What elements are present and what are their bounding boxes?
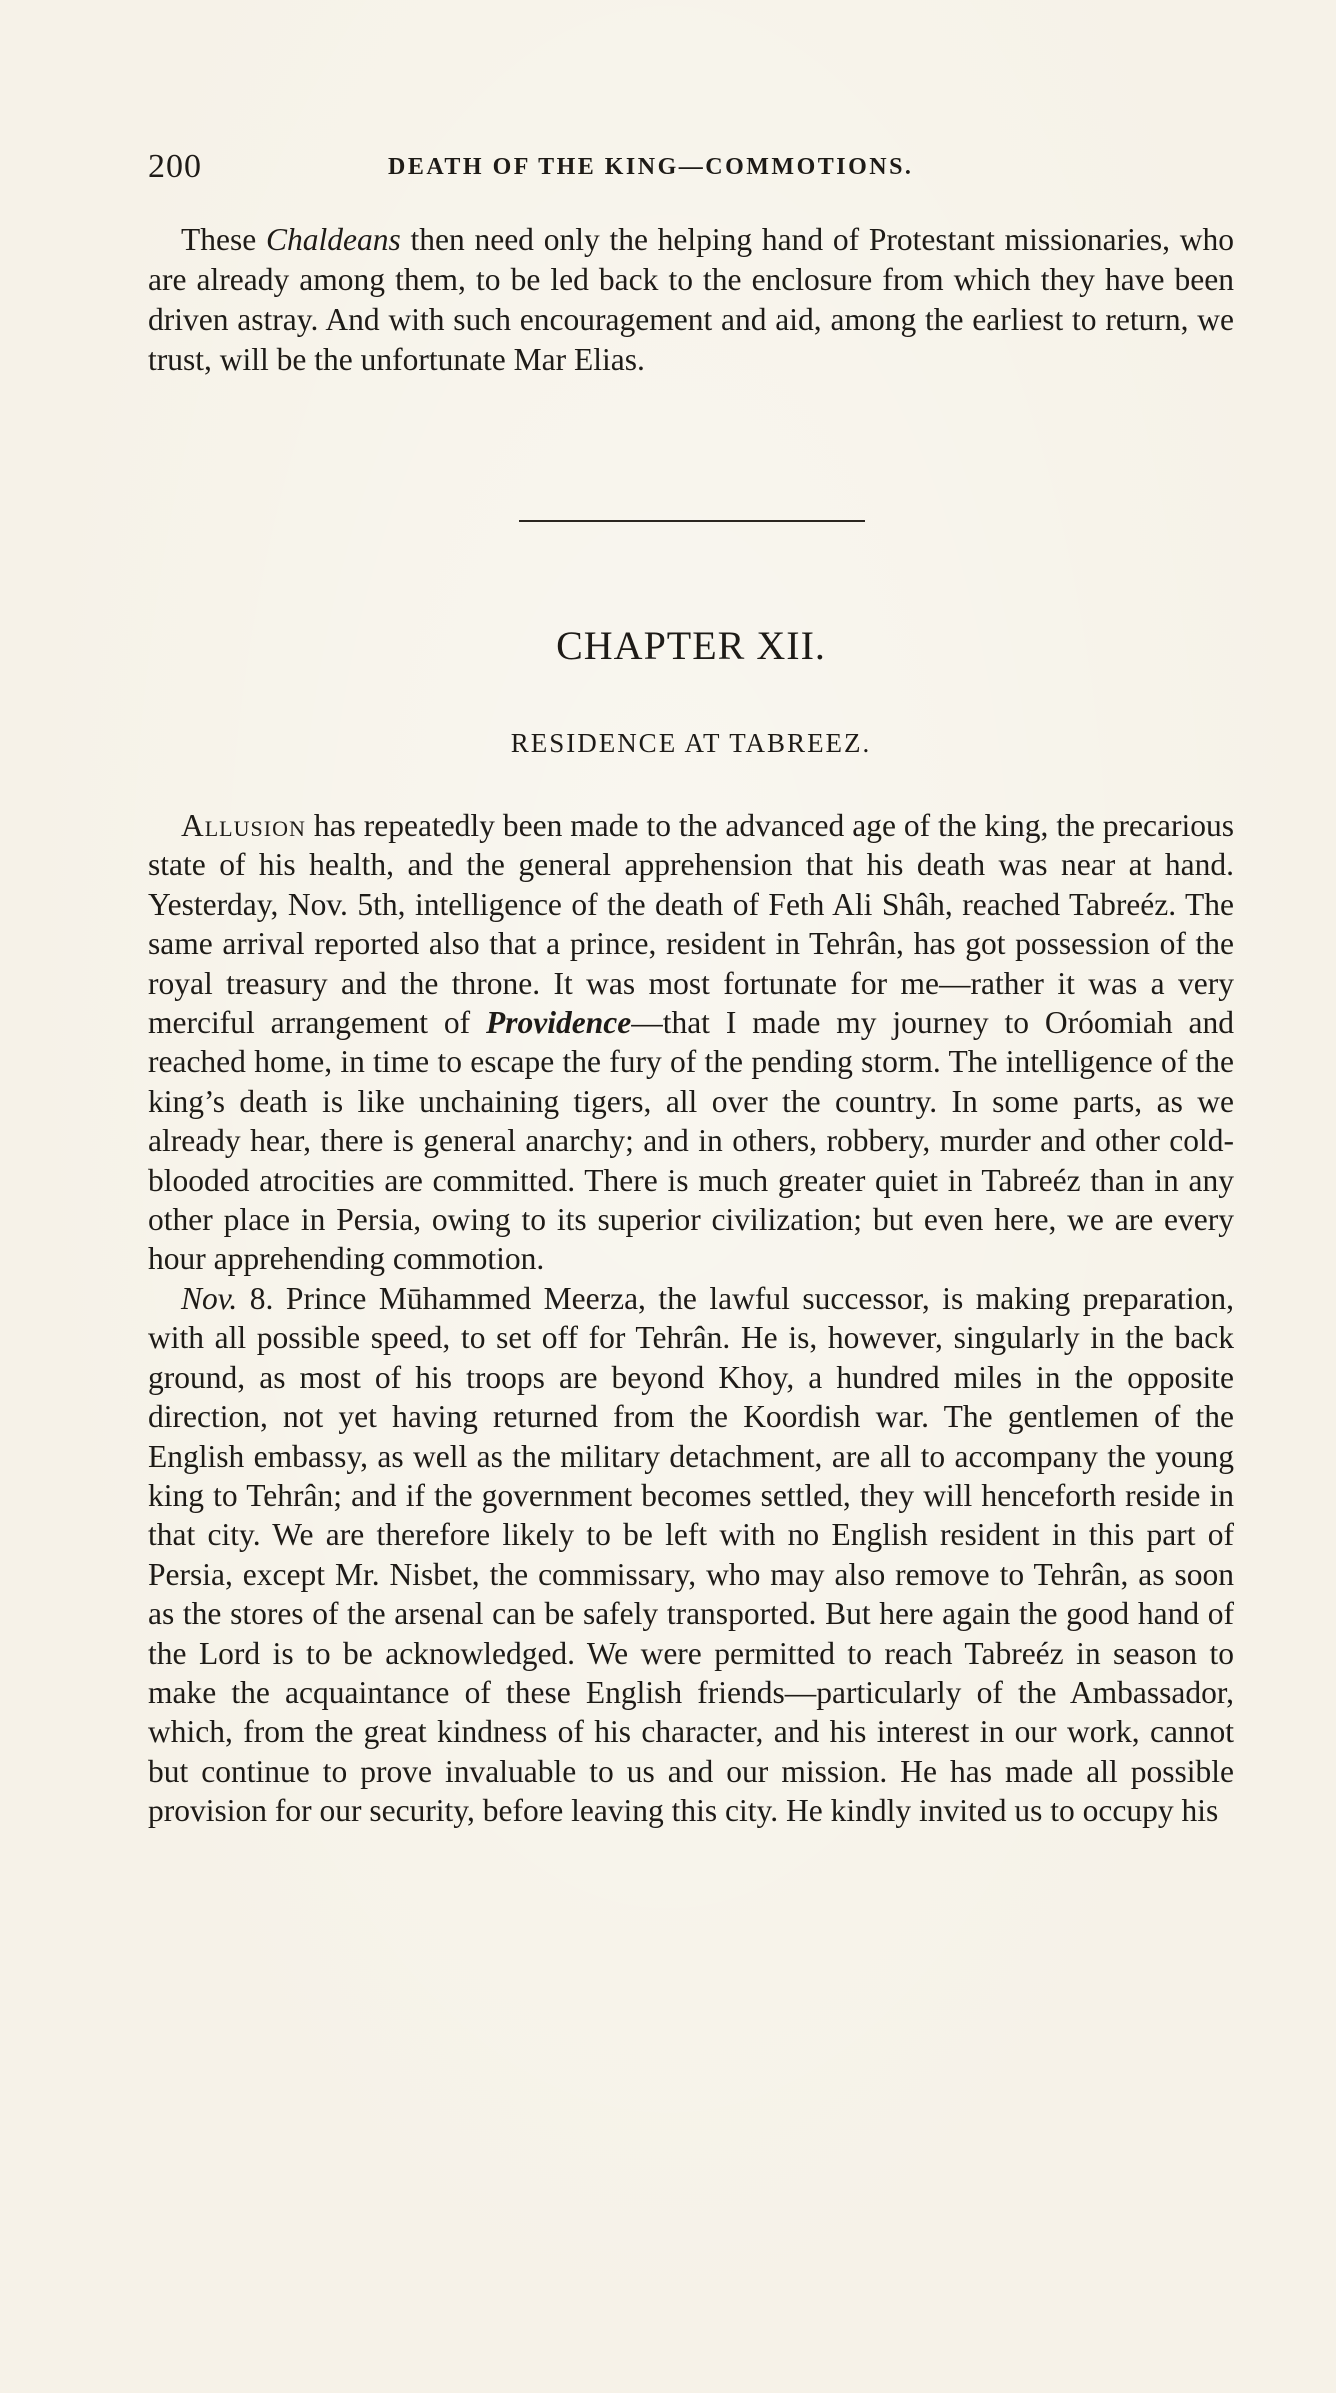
opening-paragraph — [148, 220, 1234, 380]
opening-paragraph-block — [148, 220, 1234, 380]
paragraph-allusion-part2: —that I made my journey to Oróomiah and reached home, in time to escape the fury of the pending storm. The intelligence of the king’s death is like unchaining tigers, all over the country. In some parts, as we already hear, there is general anarchy; and in others, robbery, murder and other cold-blooded atrocities are committed. There is much greater quiet in Tabreéz than in any other place in Persia, owing to its superior civilization; but even here, we are every hour apprehending commotion. — [148, 1005, 1234, 1277]
chapter-subtitle: RESIDENCE AT TABREEZ. — [510, 728, 872, 758]
chapter-heading: CHAPTER XII. — [556, 623, 826, 668]
opening-intro: These — [181, 222, 266, 257]
date-number: 8. — [237, 1280, 274, 1316]
running-title: DEATH OF THE KING—COMMOTIONS. — [388, 154, 914, 180]
paragraph-lead-word: Allusion — [181, 808, 306, 843]
paragraph-nov-8 — [148, 1279, 1234, 1831]
date-abbrev: Nov. — [181, 1280, 238, 1316]
running-head — [148, 148, 1234, 188]
paragraph-allusion — [148, 806, 1234, 1279]
chapter-body — [148, 806, 1234, 1831]
opening-rest: then need only the helping hand of Protestant missionaries, who are already among them, to be led back to the enclosure from which they have been driven astray. And with such encouragement and aid, among the earliest to return, we trust, will be the unfortunate Mar Elias. — [148, 222, 1234, 377]
chaldeans-term: Chaldeans — [265, 222, 401, 257]
paragraph-allusion-part1: has repeatedly been made to the advanced age of the king, the precarious state of his health, and the general apprehension that his death was near at hand. Yesterday, Nov. 5th, intelligence of the death of Feth Ali Shâh, reached Tabreéz. The same arrival reported also that a prince, resident in Tehrân, has got possession of the royal treasury and the throne. It was most fortunate for me—rather it was a very merciful arrangement of — [148, 808, 1234, 1041]
providence-term: Providence — [486, 1005, 632, 1041]
paragraph-nov-8-text: Prince Mūhammed Meerza, the lawful successor, is making preparation, with all possible speed, to set off for Tehrân. He is, however, singularly in the back ground, as most of his troops are beyond Khoy, a hundred miles in the opposite direction, not yet having returned from the Koordish war. The gentlemen of the English embassy, as well as the military detachment, are all to accompany the young king to Tehrân; and if the government becomes settled, they will henceforth reside in that city. We are therefore likely to be left with no English resident in this part of Persia, except Mr. Nisbet, the commissary, who may also remove to Tehrân, as soon as the stores of the arsenal can be safely transported. But here again the good hand of the Lord is to be acknowledged. We were permitted to reach Tabreéz in season to make the acquaintance of these English friends—particularly of the Ambassador, which, from the great kindness of his character, and his interest in our work, cannot but continue to prove invaluable to us and our mission. He has made all possible provision for our security, before leaving this city. He kindly invited us to occupy his — [148, 1280, 1235, 1829]
page-number: 200 — [148, 148, 202, 185]
section-divider-rule — [519, 520, 865, 522]
